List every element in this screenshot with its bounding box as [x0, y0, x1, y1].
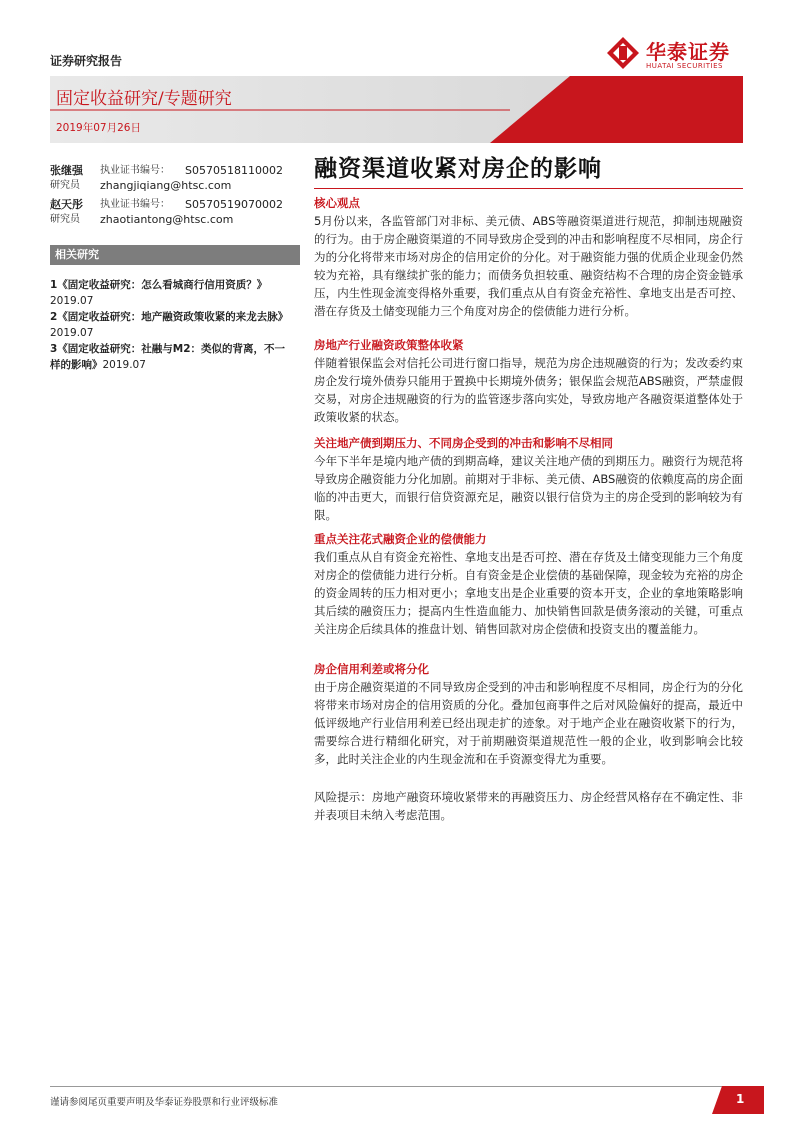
analyst-email[interactable]: zhangjiqiang@htsc.com: [100, 179, 232, 192]
report-type-label: 证券研究报告: [50, 54, 123, 68]
title-divider: [314, 188, 743, 189]
section-heading: 关注地产债到期压力、不同房企受到的冲击和影响不尽相同: [314, 436, 613, 450]
analyst-email[interactable]: zhaotiantong@htsc.com: [100, 213, 234, 226]
section-heading: 重点关注花式融资企业的偿债能力: [314, 532, 487, 546]
report-date: 2019年07月26日: [56, 122, 141, 134]
section-body: 我们重点从自有资金充裕性、拿地支出是否可控、潜在存货及土储变现能力三个角度对房企的偿债能力进行分析。自有资金是企业偿债的基础保障，现金较为充裕的房企的资金周转的压力相对更小；拿地支出是企业重要的资本开支，企业的拿地策略影响其后续的融资压力；提高内生性造血能力、加快销售回款是债务滚动的关键，可重点关注房企后续具体的推盘计划、销售回款对房企偿债和投资支出的覆盖能力。: [314, 550, 743, 636]
cert-number: S0570518110002: [185, 164, 283, 177]
analyst-name: 赵天彤: [50, 198, 83, 211]
related-research-list: [50, 277, 295, 373]
related-item-title: 1《固定收益研究：怎么看城商行信用资质？》: [50, 279, 268, 291]
related-item[interactable]: [50, 341, 295, 373]
related-item-date: 2019.07: [50, 327, 94, 339]
analyst-role: 研究员: [50, 180, 80, 191]
page-number-badge: [712, 1086, 764, 1114]
cert-label: 执业证书编号：: [100, 199, 170, 210]
related-item-title: 3《固定收益研究：社融与M2：类似的背离，不一样的影响》: [50, 343, 286, 371]
related-item[interactable]: [50, 309, 295, 341]
section-policy-tightening: [314, 336, 743, 426]
section-core-views: [314, 194, 743, 320]
related-item[interactable]: [50, 277, 295, 309]
category-title: 固定收益研究/专题研究: [56, 89, 232, 109]
analyst-name: 张继强: [50, 164, 83, 177]
section-maturity-pressure: [314, 434, 743, 524]
cert-label: 执业证书编号：: [100, 165, 170, 176]
analyst-block: [50, 197, 295, 227]
footer-divider: [50, 1086, 743, 1087]
risk-warning-text: 风险提示：房地产融资环境收紧带来的再融资压力、房企经营风格存在不确定性、非并表项目未纳入考虑范围。: [314, 790, 743, 822]
section-heading: 房企信用利差或将分化: [314, 662, 429, 676]
brand-logo: [606, 36, 746, 74]
section-body: 今年下半年是境内地产债的到期高峰，建议关注地产债的到期压力。融资行为规范将导致房企融资能力分化加剧。前期对于非标、美元债、ABS融资的依赖度高的房企面临的冲击更大，而银行信贷资源充足，融资以银行信贷为主的房企受到的影响较为有限。: [314, 454, 743, 522]
section-heading: 核心观点: [314, 196, 360, 210]
section-body: 由于房企融资渠道的不同导致房企受到的冲击和影响程度不尽相同，房企行为的分化将带来市场对房企的信用资质的分化。叠加包商事件之后对风险偏好的提高，最近中低评级地产行业信用利差已经出现走扩的迹象。对于地产企业在融资收紧下的行为，需要综合进行精细化研究，对于前期融资渠道规范性一般的企业，收到影响会比较多，此时关注企业的内生现金流和在手资源变得尤为重要。: [314, 680, 743, 766]
section-credit-spread: [314, 660, 743, 768]
section-body: 伴随着银保监会对信托公司进行窗口指导，规范为房企违规融资的行为；发改委约束房企发行境外债券只能用于置换中长期境外债务；银保监会规范ABS融资，严禁虚假交易，对房企违规融资的行为的监管逐步落向实处，导致房地产各融资渠道整体处于政策收紧的状态。: [314, 356, 743, 424]
related-item-title: 2《固定收益研究：地产融资政策收紧的来龙去脉》: [50, 311, 289, 323]
cert-number: S0570519070002: [185, 198, 283, 211]
section-heading: 房地产行业融资政策整体收紧: [314, 338, 464, 352]
related-item-date: 2019.07: [50, 295, 94, 307]
footer-disclaimer: 谨请参阅尾页重要声明及华泰证券股票和行业评级标准: [50, 1097, 279, 1108]
section-solvency: [314, 530, 743, 638]
analyst-block: [50, 163, 295, 193]
page-number: 1: [736, 1092, 745, 1106]
brand-name-cn: 华泰证券: [646, 40, 730, 64]
section-body: 5月份以来，各监管部门对非标、美元债、ABS等融资渠道进行规范，抑制违规融资的行为。由于房企融资渠道的不同导致房企受到的冲击和影响程度不尽相同，房企行为的分化将带来市场对房企的信用定价的分化。对于融资能力强的优质企业现金仍然较为充裕，具有继续扩张的能力；而债务负担较重、融资结构不合理的房企资金链承压，内生性现金流变得格外重要，我们重点从自有资金充裕性、拿地支出是否可控、潜在存货及土储变现能力三个角度对房企的偿债能力进行分析。: [314, 214, 743, 318]
category-banner: [50, 76, 743, 143]
related-research-header: 相关研究: [50, 245, 300, 265]
analyst-role: 研究员: [50, 214, 80, 225]
brand-name-en: HUATAI SECURITIES: [646, 62, 723, 70]
report-title: 融资渠道收紧对房企的影响: [314, 155, 602, 182]
section-risk-warning: [314, 788, 743, 824]
related-item-date: 2019.07: [102, 359, 146, 371]
huatai-logo-icon: [606, 36, 640, 70]
